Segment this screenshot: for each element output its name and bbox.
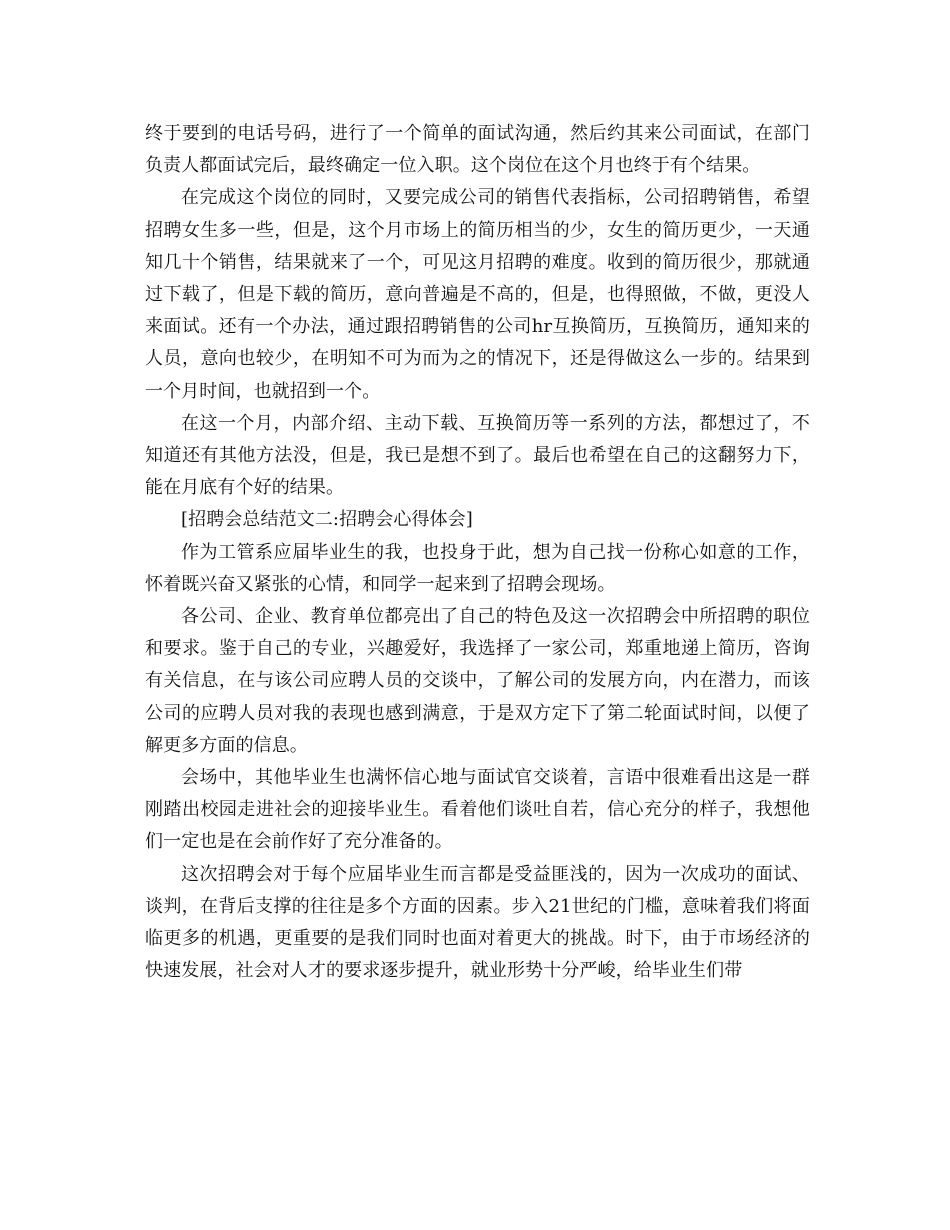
section-heading: [招聘会总结范文二:招聘会心得体会] bbox=[181, 509, 473, 531]
paragraph-graduate-intro: 作为工管系应届毕业生的我，也投身于此，想为自己找一份称心如意的工作，怀着既兴奋又紧张的心情，和同学一起来到了招聘会现场。 bbox=[145, 541, 810, 595]
paragraph-company-booths: 各公司、企业、教育单位都亮出了自己的特色及这一次招聘会中所招聘的职位和要求。鉴于自己的专业，兴趣爱好，我选择了一家公司，郑重地递上简历，咨询有关信息，在与该公司应聘人员的交谈中，了解公司的发展方向，内在潜力，而该公司的应聘人员对我的表现也感到满意，于是双方定下了第二轮面试时间，以便了解更多方面的信息。 bbox=[145, 606, 810, 756]
paragraph-methods-summary: 在这一个月，内部介绍、主动下载、互换简历等一系列的方法，都想过了，不知道还有其他方法没，但是，我已是想不到了。最后也希望在自己的这翻努力下，能在月底有个好的结果。 bbox=[145, 412, 810, 499]
paragraph-sales-recruiting: 在完成这个岗位的同时，又要完成公司的销售代表指标，公司招聘销售，希望招聘女生多一些，但是，这个月市场上的简历相当的少，女生的简历更少，一天通知几十个销售，结果就来了一个，可见这月招聘的难度。收到的简历很少，那就通过下载了，但是下载的简历，意向普遍是不高的，但是，也得照做，不做，更没人来面试。还有一个办法，通过跟招聘销售的公司hr互换简历，互换简历，通知来的人员，意向也较少，在明知不可为而为之的情况下，还是得做这么一步的。结果到一个月时间，也就招到一个。 bbox=[145, 187, 810, 402]
paragraph-other-graduates: 会场中，其他毕业生也满怀信心地与面试官交谈着，言语中很难看出这是一群刚踏出校园走进社会的迎接毕业生。看着他们谈吐自若，信心充分的样子，我想他们一定也是在会前作好了充分准备的。 bbox=[145, 767, 810, 853]
paragraph-continuation: 终于要到的电话号码，进行了一个简单的面试沟通，然后约其来公司面试，在部门负责人都面试完后，最终确定一位入职。这个岗位在这个月也终于有个结果。 bbox=[145, 123, 810, 177]
document-page bbox=[145, 118, 810, 987]
paragraph-fair-benefits: 这次招聘会对于每个应届毕业生而言都是受益匪浅的，因为一次成功的面试、谈判，在背后支撑的往往是多个方面的因素。步入21世纪的门槛，意味着我们将面临更多的机遇，更重要的是我们同时也面对着更大的挑战。时下，由于市场经济的快速发展，社会对人才的要求逐步提升，就业形势十分严峻，给毕业生们带 bbox=[145, 863, 810, 982]
